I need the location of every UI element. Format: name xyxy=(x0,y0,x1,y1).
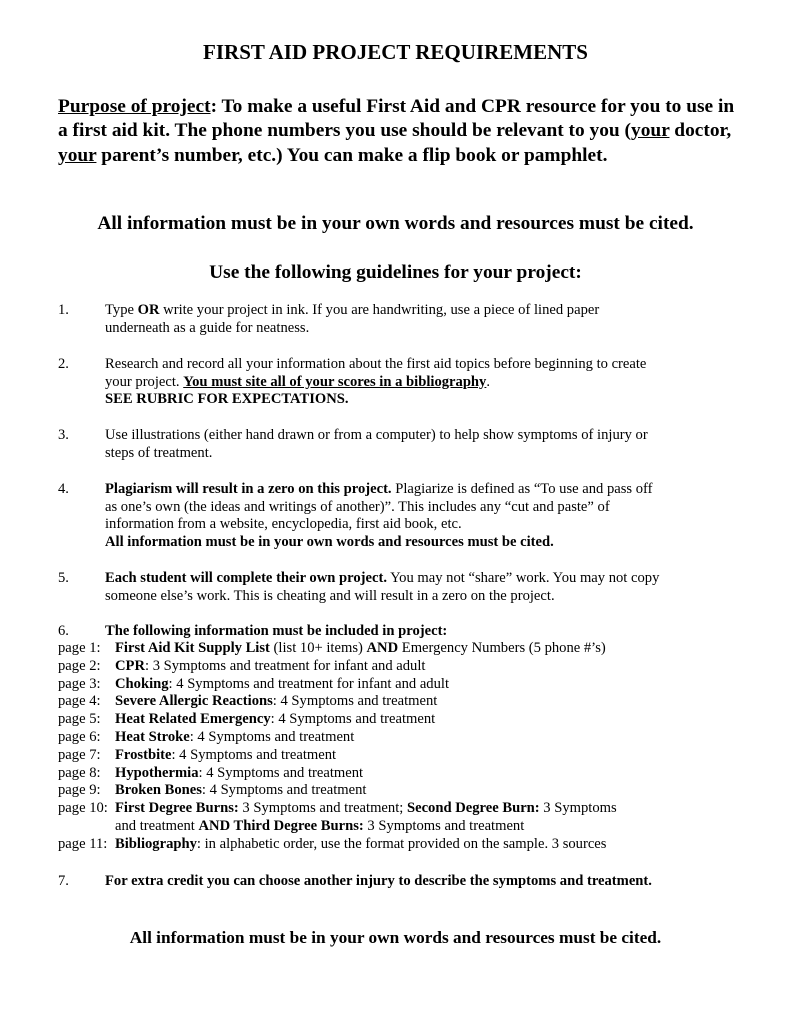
page-topic: Choking xyxy=(115,675,169,692)
page-desc: and treatment xyxy=(115,817,199,834)
item-text: Plagiarize is defined as “To use and pass off as one’s own (the ideas and writings of another)”. This includes any “cut and paste” of information from a website, encyclopedia, first aid book, etc. xyxy=(105,481,653,533)
page-list-item xyxy=(58,800,708,818)
item-number: 5. xyxy=(58,570,69,586)
page-list-item xyxy=(58,765,708,783)
page-number: page 5: xyxy=(58,711,101,728)
page-list-item xyxy=(58,693,708,711)
item-emphasis: You must site all of your scores in a bibliography xyxy=(183,373,487,390)
item-body xyxy=(105,302,665,337)
page-number: page 11: xyxy=(58,835,108,852)
page-topic: Broken Bones xyxy=(115,782,202,799)
purpose-your-2: your xyxy=(58,144,97,166)
item-number: 2. xyxy=(58,356,69,372)
item-number: 4. xyxy=(58,481,69,497)
item-number: 7. xyxy=(58,873,69,889)
item-text: Type xyxy=(105,302,138,318)
page-number: page 7: xyxy=(58,746,101,763)
page-topic: Heat Stroke xyxy=(115,728,190,745)
page-number: page 10: xyxy=(58,800,108,817)
page-desc: (list 10+ items) xyxy=(269,640,367,656)
page-desc: : 4 Symptoms and treatment xyxy=(270,711,436,728)
rubric-note: SEE RUBRIC FOR EXPECTATIONS. xyxy=(105,391,349,408)
item-emphasis: Each student will complete their own project. xyxy=(105,570,387,586)
page-topic: Second Degree Burn: xyxy=(406,800,540,817)
page-list-item-continuation xyxy=(58,818,708,836)
page-number: page 4: xyxy=(58,693,101,710)
page-desc: : 4 Symptoms and treatment xyxy=(198,764,364,781)
page-desc: 3 Symptoms and treatment; xyxy=(238,800,407,817)
page-desc: : 4 Symptoms and treatment for infant and adult xyxy=(168,675,450,692)
page-number: page 9: xyxy=(58,782,101,799)
guidelines-heading: Use the following guidelines for your project: xyxy=(209,262,582,283)
page-number: page 1: xyxy=(58,640,101,656)
purpose-paragraph xyxy=(58,95,748,168)
page-desc: 3 Symptoms xyxy=(539,800,617,817)
purpose-text-1: : To make a useful First Aid and CPR resource for you to use in a first aid kit. The phone numbers you use should be relevant to you ( xyxy=(58,96,735,142)
page-topic: Third Degree Burns: xyxy=(230,817,364,834)
item-emphasis: Plagiarism will result in a zero on this project. xyxy=(105,481,392,497)
page-desc: 3 Symptoms and treatment xyxy=(363,817,525,834)
purpose-text-3: parent’s number, etc.) You can make a flip book or pamphlet. xyxy=(96,144,608,166)
page-list-item xyxy=(58,640,708,658)
page-desc: : 4 Symptoms and treatment xyxy=(272,693,438,710)
item-number: 6. xyxy=(58,623,69,639)
own-words-note: All information must be in your own words and resources must be cited. xyxy=(97,213,694,234)
page-list-item xyxy=(58,747,708,765)
page-topic: Hypothermia xyxy=(115,764,199,781)
item-text: write your project in ink. If you are handwriting, use a piece of lined paper underneath as a guide for neatness. xyxy=(105,302,600,336)
page-number: page 8: xyxy=(58,764,101,781)
page-topic: CPR xyxy=(115,657,145,674)
page-list xyxy=(58,640,708,854)
page-list-item xyxy=(58,658,708,676)
page-title: FIRST AID PROJECT REQUIREMENTS xyxy=(203,40,588,64)
page-and: AND xyxy=(198,817,231,834)
item-body xyxy=(105,356,665,409)
page-number: page 2: xyxy=(58,657,101,674)
item-number: 1. xyxy=(58,302,69,318)
page-list-item xyxy=(58,729,708,747)
item-body: For extra credit you can choose another injury to describe the symptoms and treatment. xyxy=(105,873,652,889)
page-list-item xyxy=(58,836,708,854)
item-body: The following information must be included in project: xyxy=(105,623,448,639)
page-list-item xyxy=(58,782,708,800)
page-topic: First Aid Kit Supply List xyxy=(115,640,270,656)
page-desc: : 4 Symptoms and treatment xyxy=(189,728,355,745)
item-body: Use illustrations (either hand drawn or from a computer) to help show symptoms of injury or steps of treatment. xyxy=(105,427,648,461)
page-and: AND xyxy=(366,640,399,656)
purpose-text-2: doctor, xyxy=(669,120,732,142)
item-body xyxy=(105,481,665,551)
page-topic: Heat Related Emergency xyxy=(115,711,271,728)
item-emphasis: OR xyxy=(137,302,160,318)
purpose-your-1: your xyxy=(631,120,670,142)
page-topic: Frostbite xyxy=(115,746,172,763)
item-text: Research and record all your information about the first aid topics before beginning to create your project. xyxy=(105,356,647,390)
item-body xyxy=(105,570,665,605)
page-topic: First Degree Burns: xyxy=(115,800,239,817)
page-number: page 3: xyxy=(58,675,101,692)
item-number: 3. xyxy=(58,427,69,443)
item-text: . xyxy=(486,373,491,390)
page-desc: : 3 Symptoms and treatment for infant and adult xyxy=(145,657,426,674)
purpose-label: Purpose of project xyxy=(58,96,211,117)
page-list-item xyxy=(58,711,708,729)
page-desc: : in alphabetic order, use the format provided on the sample. 3 sources xyxy=(196,835,607,852)
page-number: page 6: xyxy=(58,728,101,745)
final-note: All information must be in your own words and resources must be cited. xyxy=(129,928,662,947)
page-topic: Severe Allergic Reactions xyxy=(115,693,273,710)
page-list-item xyxy=(58,676,708,694)
page-desc: : 4 Symptoms and treatment xyxy=(171,746,337,763)
own-words-reminder: All information must be in your own words and resources must be cited. xyxy=(105,533,554,550)
item-text: You may not “share” work. You may not copy someone else’s work. This is cheating and will result in a zero on the project. xyxy=(105,570,660,604)
page-topic: Bibliography xyxy=(115,835,197,852)
page-desc: : 4 Symptoms and treatment xyxy=(201,782,367,799)
page-desc: Emergency Numbers (5 phone #’s) xyxy=(398,640,606,656)
